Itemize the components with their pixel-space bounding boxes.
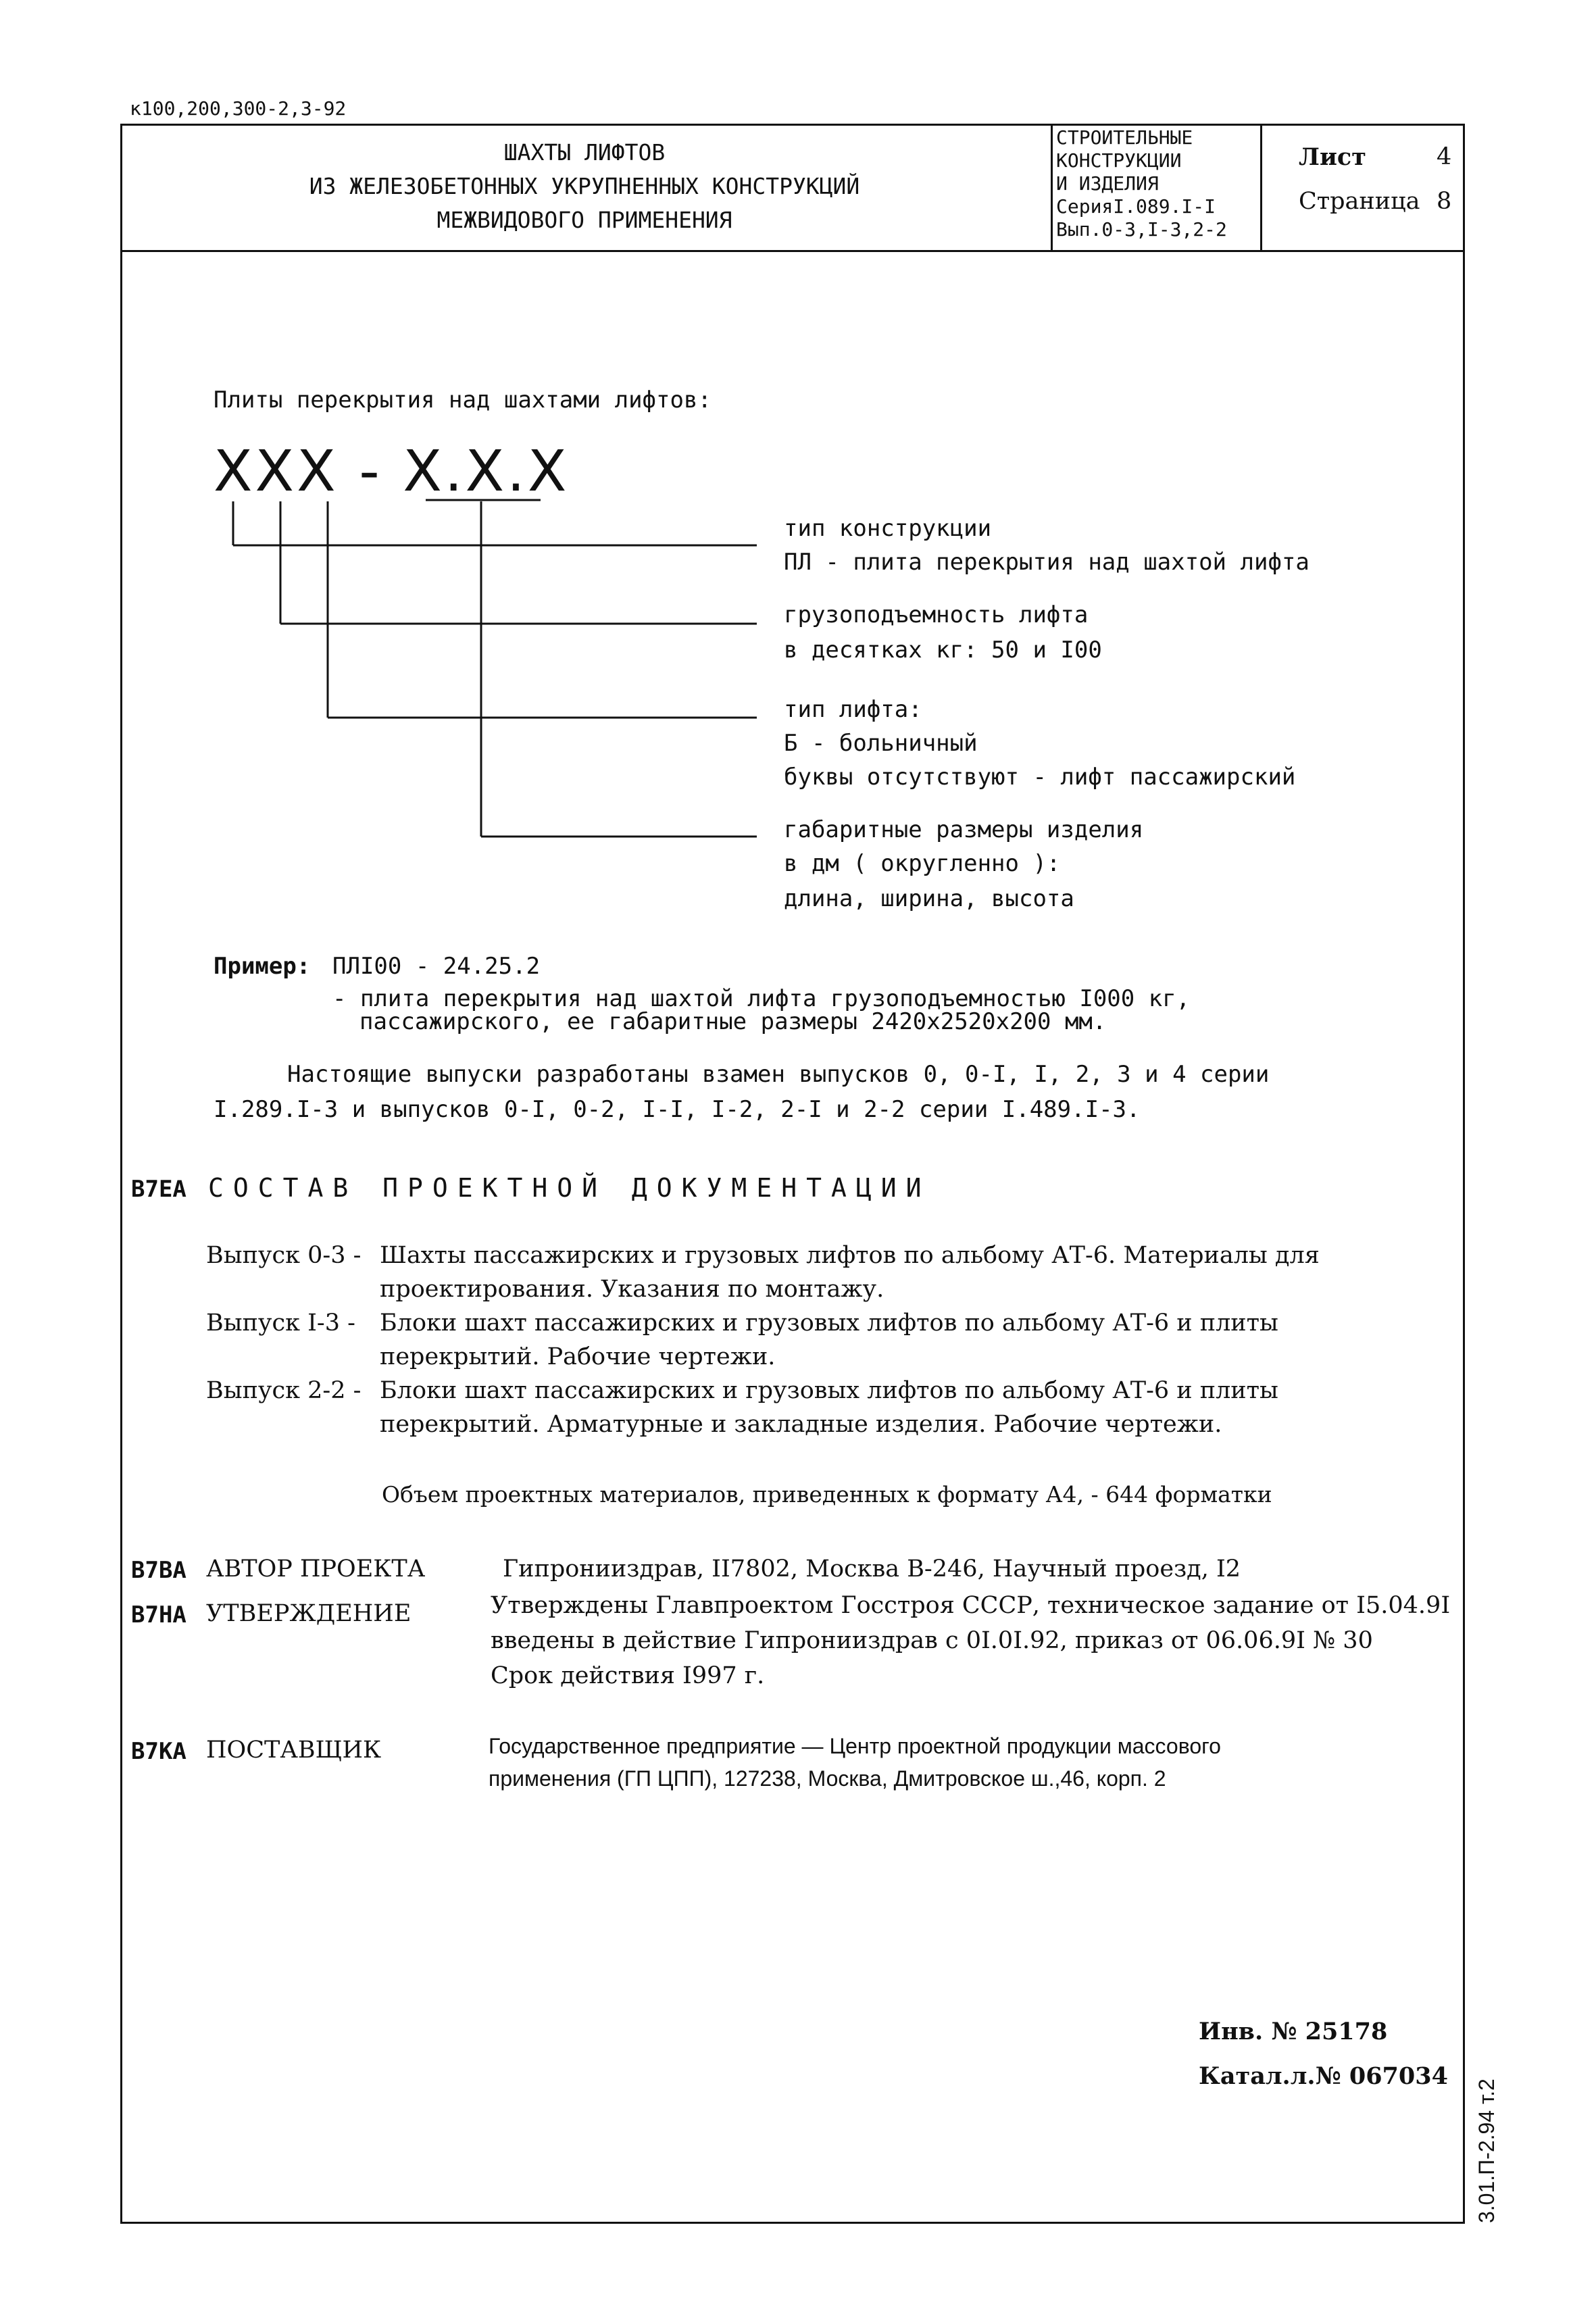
legend-lift-type-b: Б - больничный bbox=[784, 730, 978, 757]
inventory-number: Инв. № 25178 bbox=[1199, 2018, 1388, 2045]
sheet-label: Лист bbox=[1299, 143, 1366, 171]
marking-code: ХХХ - Х.Х.Х bbox=[214, 438, 570, 504]
legend-lift-type-none: буквы отсутствуют - лифт пассажирский bbox=[784, 764, 1296, 791]
header-title-line-1: ШАХТЫ ЛИФТОВ bbox=[503, 139, 666, 166]
sheet-value: 4 bbox=[1437, 143, 1452, 170]
replacement-note-2: I.289.I-3 и выпусков 0-I, 0-2, I-I, I-2, 2-I и 2-2 серии I.489.I-3. bbox=[214, 1096, 1141, 1123]
issue-1-3-line-1: Блоки шахт пассажирских и грузовых лифтов по альбому АТ-6 и плиты bbox=[380, 1310, 1278, 1337]
approval-line-2: введены в действие Гипронииздрав с 0I.0I.92, приказ от 06.06.9I № 30 bbox=[491, 1627, 1373, 1654]
legend-construction-type-desc: ПЛ - плита перекрытия над шахтой лифта bbox=[784, 549, 1310, 576]
approval-label: УТВЕРЖДЕНИЕ bbox=[206, 1600, 412, 1627]
series-line-1: СТРОИТЕЛЬНЫЕ bbox=[1056, 126, 1193, 149]
corner-code: к100,200,300-2,3-92 bbox=[130, 97, 347, 120]
composition-title: СОСТАВ ПРОЕКТНОЙ ДОКУМЕНТАЦИИ bbox=[208, 1173, 931, 1203]
composition-code: В7ЕА bbox=[131, 1176, 186, 1203]
issue-1-3-line-2: перекрытий. Рабочие чертежи. bbox=[380, 1343, 776, 1370]
series-line-3: И ИЗДЕЛИЯ bbox=[1056, 172, 1159, 195]
catalog-number: Катал.л.№ 067034 bbox=[1199, 2062, 1448, 2090]
legend-dimensions-list: длина, ширина, высота bbox=[784, 885, 1074, 912]
issue-1-3-label: Выпуск I-3 - bbox=[206, 1310, 355, 1337]
supplier-line-2: применения (ГП ЦПП), 127238, Москва, Дмитровское ш.,46, корп. 2 bbox=[489, 1766, 1166, 1791]
series-line-5: Вып.0-3,I-3,2-2 bbox=[1056, 218, 1227, 241]
legend-dimensions-unit: в дм ( округленно ): bbox=[784, 850, 1061, 877]
legend-capacity: грузоподъемность лифта bbox=[784, 601, 1089, 628]
approval-line-3: Срок действия I997 г. bbox=[491, 1662, 765, 1689]
supplier-code: В7КА bbox=[131, 1738, 186, 1765]
legend-lift-type: тип лифта: bbox=[784, 696, 922, 723]
issue-0-3-line-1: Шахты пассажирских и грузовых лифтов по альбому АТ-6. Материалы для bbox=[380, 1242, 1320, 1269]
example-label: Пример: bbox=[214, 953, 311, 980]
issue-2-2-line-1: Блоки шахт пассажирских и грузовых лифтов по альбому АТ-6 и плиты bbox=[380, 1377, 1278, 1404]
example-desc-2: пассажирского, ее габаритные размеры 2420x2520x200 мм. bbox=[359, 1008, 1107, 1035]
volume-note: Объем проектных материалов, приведенных к формату А4, - 644 форматки bbox=[382, 1481, 1272, 1508]
issue-2-2-label: Выпуск 2-2 - bbox=[206, 1377, 361, 1404]
author-label: АВТОР ПРОЕКТА bbox=[206, 1555, 426, 1583]
marking-intro: Плиты перекрытия над шахтами лифтов: bbox=[214, 387, 712, 414]
supplier-label: ПОСТАВЩИК bbox=[206, 1737, 382, 1764]
header-title-line-3: МЕЖВИДОВОГО ПРИМЕНЕНИЯ bbox=[437, 207, 732, 233]
page-label: Страница bbox=[1299, 188, 1420, 215]
issue-0-3-label: Выпуск 0-3 - bbox=[206, 1242, 361, 1269]
legend-capacity-desc: в десятках кг: 50 и I00 bbox=[784, 637, 1102, 664]
legend-construction-type: тип конструкции bbox=[784, 515, 992, 542]
series-line-2: КОНСТРУКЦИИ bbox=[1056, 149, 1182, 172]
page-value: 8 bbox=[1437, 188, 1452, 215]
issue-2-2-line-2: перекрытий. Арматурные и закладные изделия. Рабочие чертежи. bbox=[380, 1411, 1222, 1438]
header-title-line-2: ИЗ ЖЕЛЕЗОБЕТОННЫХ УКРУПНЕННЫХ КОНСТРУКЦИЙ bbox=[309, 173, 860, 199]
supplier-line-1: Государственное предприятие — Центр проектной продукции массового bbox=[489, 1734, 1221, 1758]
replacement-note-1: Настоящие выпуски разработаны взамен выпусков 0, 0-I, I, 2, 3 и 4 серии bbox=[287, 1061, 1270, 1088]
side-code: 3.01.П-2.94 т.2 bbox=[1474, 2078, 1499, 2223]
issue-0-3-line-2: проектирования. Указания по монтажу. bbox=[380, 1276, 884, 1303]
example-desc-1: - плита перекрытия над шахтой лифта грузоподъемностью I000 кг, bbox=[332, 985, 1191, 1012]
author-code: В7ВА bbox=[131, 1557, 186, 1584]
legend-dimensions: габаритные размеры изделия bbox=[784, 816, 1144, 843]
example-code: ПЛI00 - 24.25.2 bbox=[332, 953, 541, 980]
approval-line-1: Утверждены Главпроектом Госстроя СССР, техническое задание от I5.04.9I bbox=[491, 1592, 1451, 1619]
author-value: Гипронииздрав, II7802, Москва В-246, Научный проезд, I2 bbox=[503, 1555, 1241, 1583]
series-line-4: СерияI.089.I-I bbox=[1056, 195, 1216, 218]
approval-code: В7НА bbox=[131, 1601, 186, 1628]
